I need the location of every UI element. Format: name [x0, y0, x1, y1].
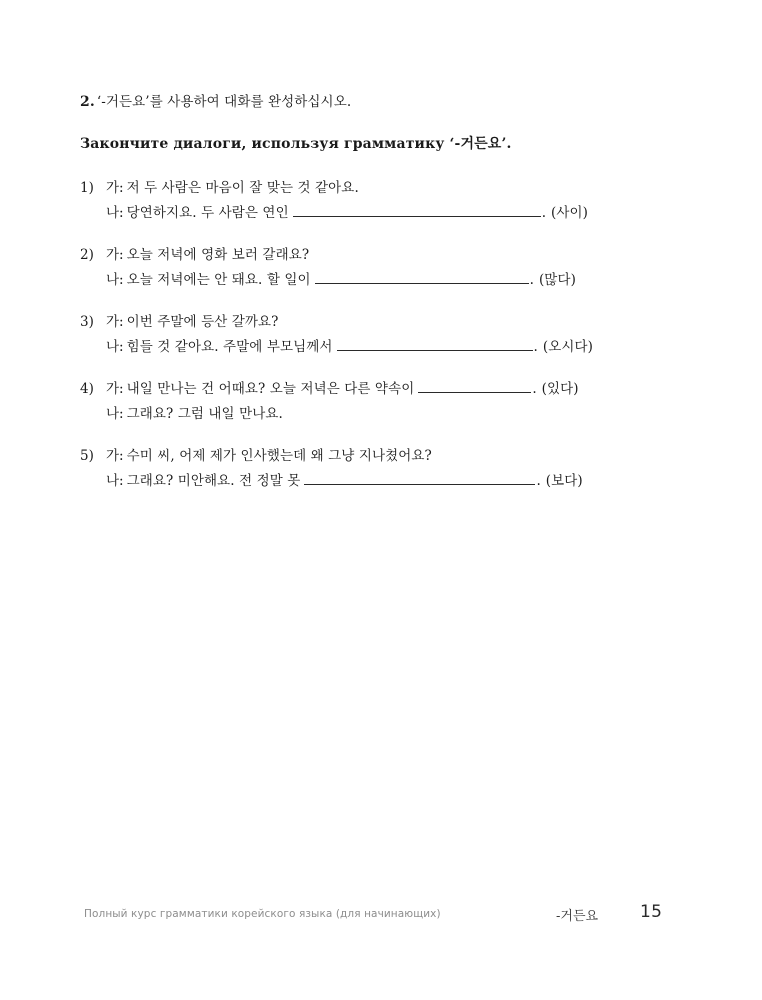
- speaker-label: 나:: [106, 473, 124, 489]
- question-number: 3): [80, 314, 94, 330]
- page-footer: [0, 902, 762, 945]
- dialogue-line-a: [80, 310, 700, 335]
- dialogue-line-b: [80, 469, 700, 494]
- answer-blank[interactable]: [418, 380, 531, 393]
- speaker-label: 가:: [106, 247, 124, 263]
- answer-hint: (많다): [538, 272, 576, 288]
- speaker-label: 가:: [106, 180, 124, 196]
- answer-hint: (보다): [545, 473, 583, 489]
- question-item: [80, 243, 700, 293]
- exercise-heading: [80, 92, 700, 112]
- blank-punctuation: .: [536, 473, 541, 489]
- dialogue-line-b: [80, 402, 700, 427]
- dialogue-line-a: [80, 243, 700, 268]
- dialogue-line-b: [80, 268, 700, 293]
- question-number: 1): [80, 180, 94, 196]
- page-number: 15: [640, 902, 663, 922]
- utterance-text: 그래요? 미안해요. 전 정말 못: [126, 473, 301, 489]
- dialogue-line-a: [80, 176, 700, 201]
- utterance-text: 내일 만나는 건 어때요? 오늘 저녁은 다른 약속이: [126, 381, 415, 397]
- utterance-text: 힘들 것 같아요. 주말에 부모님께서: [126, 339, 333, 355]
- utterance-text: 당연하지요. 두 사람은 연인: [126, 205, 289, 221]
- dialogue-line-b: [80, 335, 700, 360]
- exercise-instruction-russian: Закончите диалоги, используя грамматику ‘-거든요’.: [80, 136, 512, 152]
- exercise-instruction-korean-text: ‘-거든요’를 사용하여 대화를 완성하십시오.: [96, 94, 352, 110]
- utterance-text: 저 두 사람은 마음이 잘 맞는 것 같아요.: [126, 180, 359, 196]
- answer-hint: (사이): [551, 205, 589, 221]
- footer-grammar-point: -거든요: [556, 909, 599, 924]
- speaker-label: 나:: [106, 406, 124, 422]
- dialogue-line-a: [80, 377, 700, 402]
- answer-hint: (오시다): [542, 339, 593, 355]
- question-item: [80, 377, 700, 427]
- speaker-label: 나:: [106, 272, 124, 288]
- utterance-text: 수미 씨, 어제 제가 인사했는데 왜 그냥 지나쳤어요?: [126, 448, 432, 464]
- question-number: 2): [80, 247, 94, 263]
- answer-blank[interactable]: [337, 338, 533, 351]
- answer-blank[interactable]: [304, 472, 535, 485]
- utterance-text: 그래요? 그럼 내일 만나요.: [126, 406, 283, 422]
- question-item: [80, 176, 700, 226]
- question-list: [80, 176, 700, 511]
- speaker-label: 가:: [106, 381, 124, 397]
- speaker-label: 나:: [106, 339, 124, 355]
- answer-blank[interactable]: [293, 204, 541, 217]
- footer-source-text: Полный курс грамматики корейского языка (для начинающих): [84, 908, 441, 920]
- question-number: 4): [80, 381, 94, 397]
- utterance-text: 이번 주말에 등산 갈까요?: [126, 314, 279, 330]
- dialogue-line-a: [80, 444, 700, 469]
- speaker-label: 가:: [106, 448, 124, 464]
- utterance-text: 오늘 저녁에는 안 돼요. 할 일이: [126, 272, 311, 288]
- exercise-number: 2.: [80, 94, 95, 110]
- blank-punctuation: .: [541, 205, 547, 221]
- question-item: [80, 444, 700, 494]
- question-number: 5): [80, 448, 94, 464]
- utterance-text: 오늘 저녁에 영화 보러 갈래요?: [126, 247, 310, 263]
- answer-hint: (있다): [541, 381, 579, 397]
- speaker-label: 가:: [106, 314, 124, 330]
- dialogue-line-b: [80, 201, 700, 226]
- question-item: [80, 310, 700, 360]
- speaker-label: 나:: [106, 205, 124, 221]
- blank-punctuation: .: [529, 272, 534, 288]
- blank-punctuation: .: [532, 381, 537, 397]
- exercise-instruction-korean: [80, 92, 700, 112]
- blank-punctuation: .: [533, 339, 538, 355]
- answer-blank[interactable]: [315, 271, 529, 284]
